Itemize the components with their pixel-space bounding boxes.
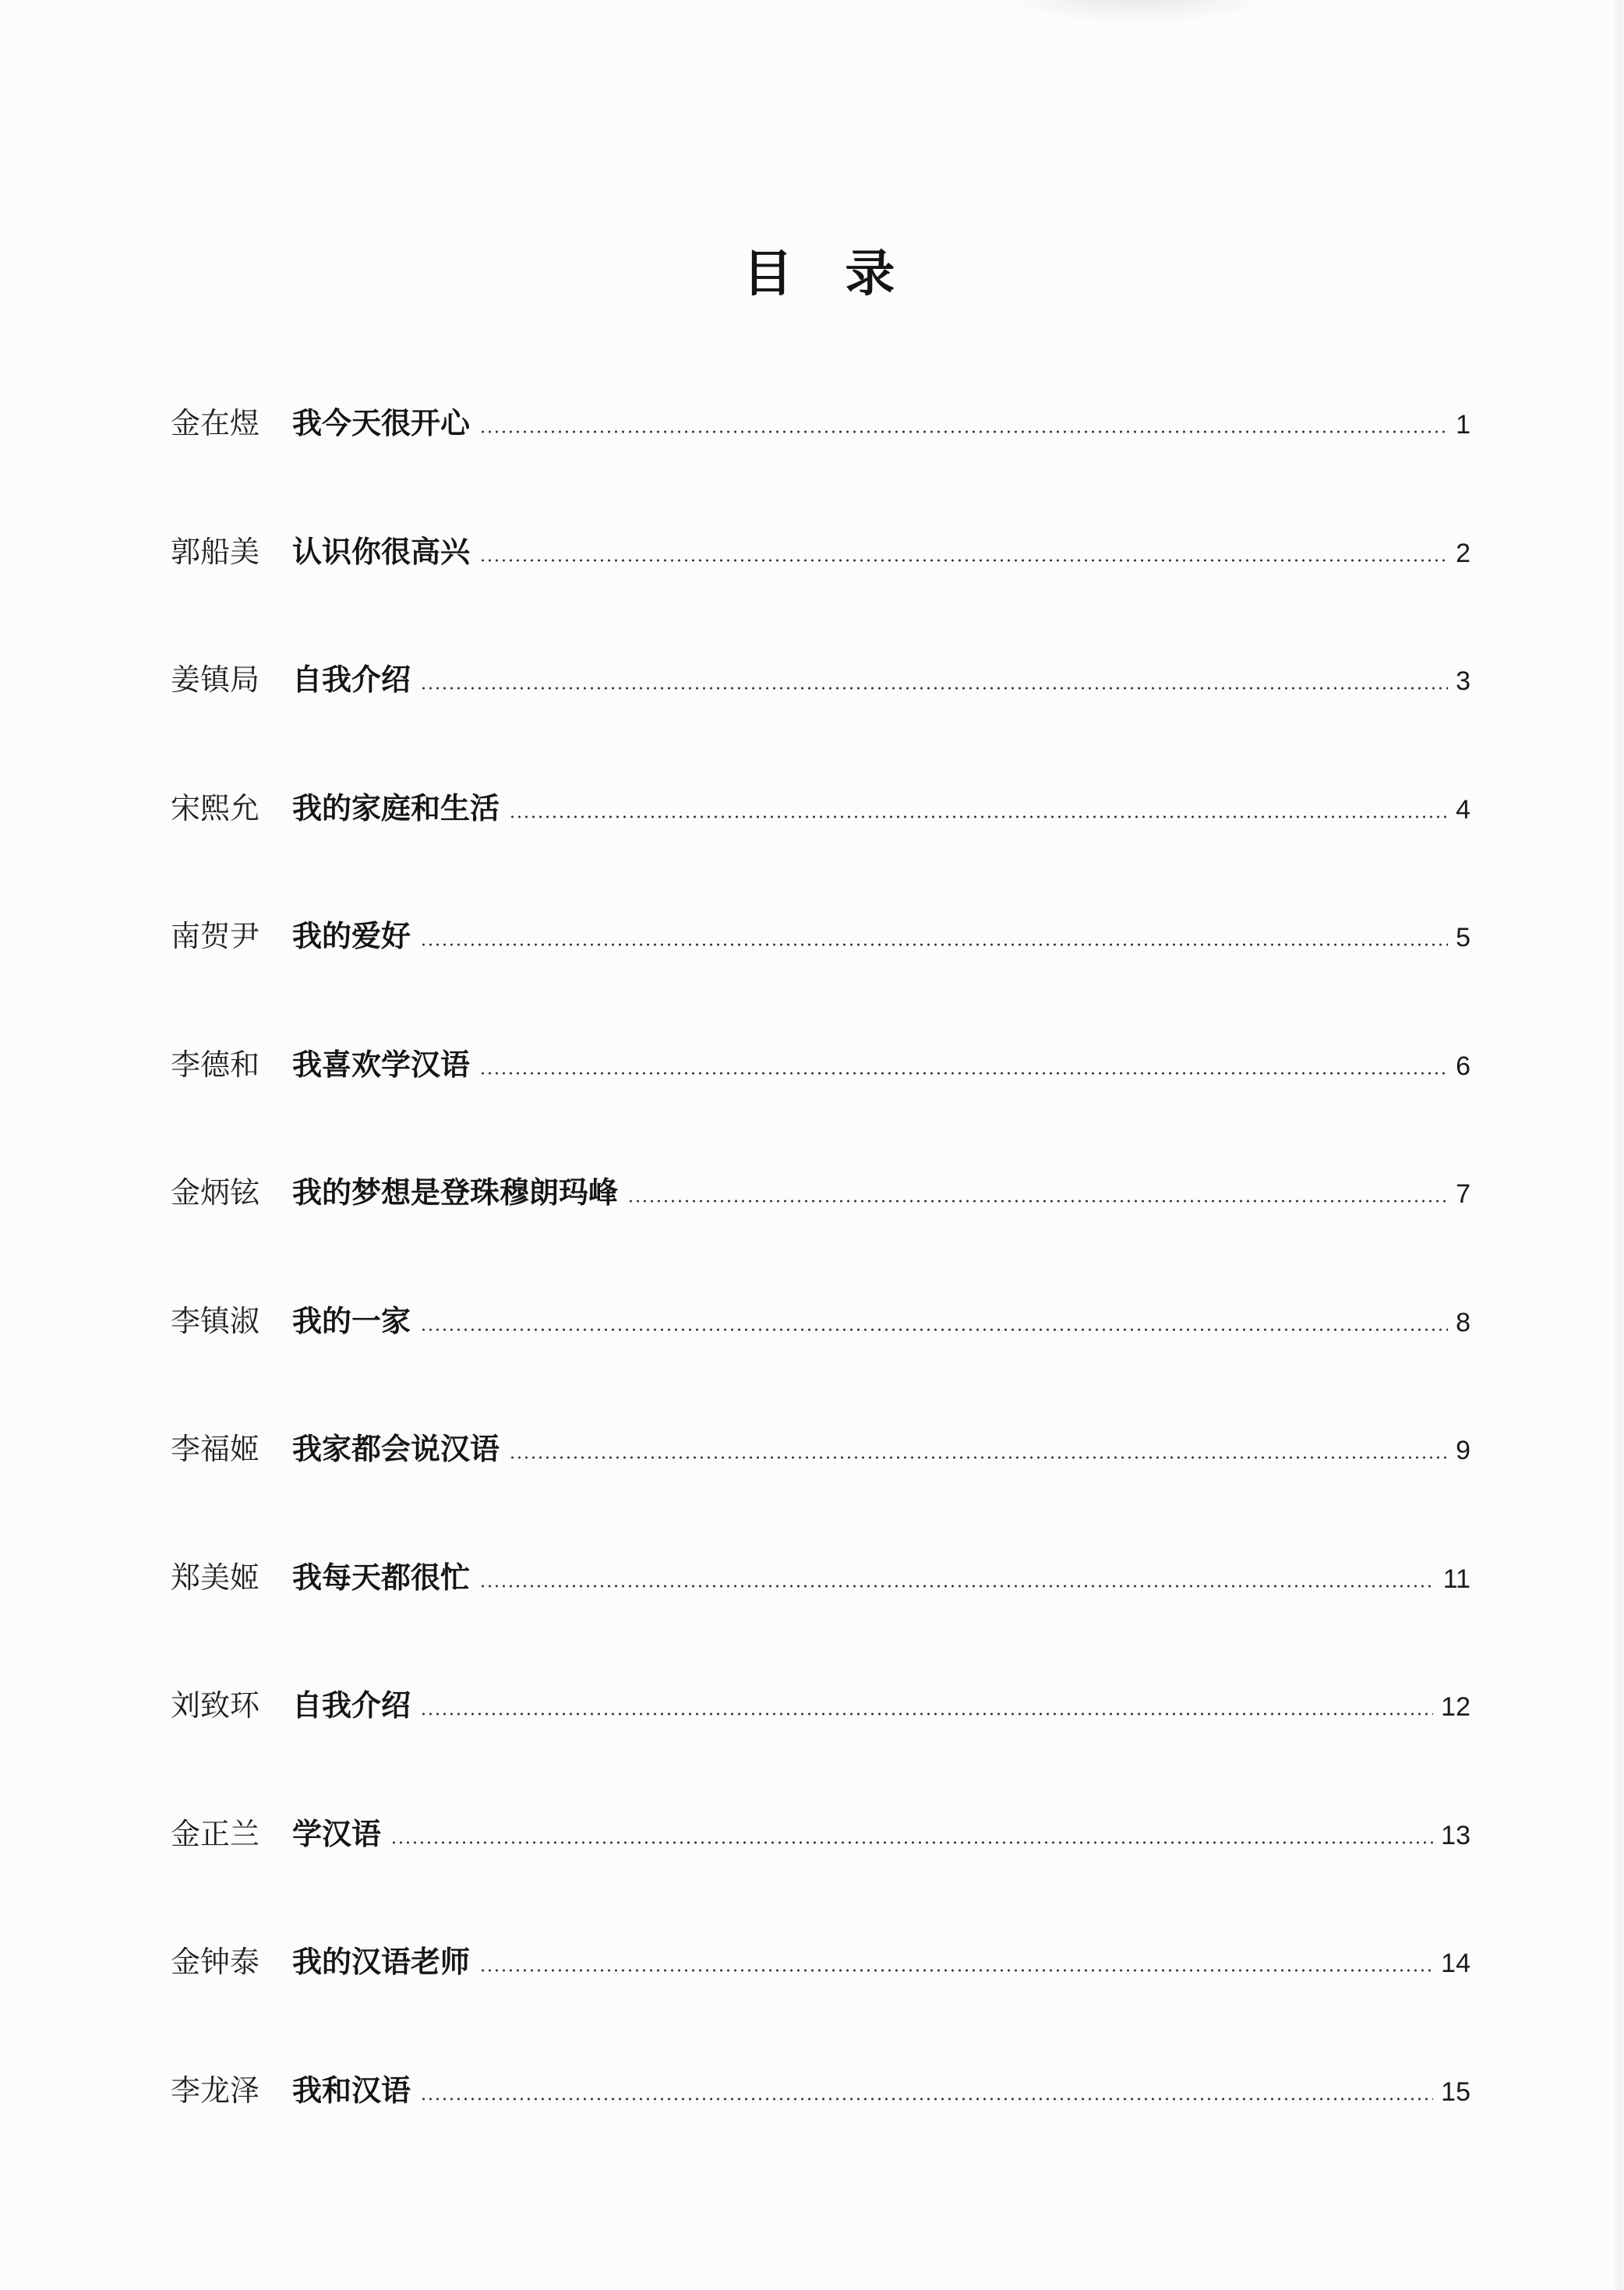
- toc-entry: [171, 1129, 1470, 1257]
- dot-leader: [509, 1456, 1448, 1459]
- toc-entry-page-number: 1: [1456, 410, 1470, 440]
- toc-entry-author: 金钟泰: [171, 1945, 260, 1979]
- toc-entry-page-number: 4: [1456, 794, 1470, 825]
- dot-leader: [479, 1969, 1433, 1972]
- toc-entry-page-number: 6: [1456, 1051, 1470, 1081]
- table-of-contents: [171, 359, 1470, 2154]
- dot-leader: [479, 1072, 1448, 1075]
- toc-entry-page-number: 7: [1456, 1179, 1470, 1209]
- toc-entry-author: 金正兰: [171, 1816, 260, 1851]
- toc-entry-author: 金在煜: [171, 406, 260, 440]
- toc-entry-title: 认识你很高兴: [292, 534, 471, 569]
- scan-shadow: [1005, 0, 1270, 23]
- toc-entry-title: 我的爱好: [292, 919, 411, 953]
- dot-leader: [420, 943, 1448, 946]
- toc-entry-title: 自我介绍: [292, 1688, 411, 1723]
- toc-entry-title: 我和汉语: [292, 2073, 411, 2108]
- toc-entry-author: 宋熙允: [171, 790, 260, 825]
- toc-entry: [171, 872, 1470, 1001]
- toc-entry-title: 我喜欢学汉语: [292, 1047, 471, 1082]
- toc-entry-author: 李龙泽: [171, 2073, 260, 2108]
- toc-entry-page-number: 14: [1441, 1949, 1470, 1978]
- toc-entry-author: 南贺尹: [171, 919, 260, 953]
- toc-entry: [171, 2027, 1470, 2155]
- toc-entry-author: 刘致环: [171, 1688, 260, 1723]
- dot-leader: [420, 1328, 1448, 1331]
- toc-entry: [171, 1001, 1470, 1129]
- toc-entry-title: 学汉语: [292, 1816, 382, 1851]
- dot-leader: [627, 1200, 1448, 1203]
- toc-entry-page-number: 5: [1456, 923, 1470, 952]
- toc-entry-page-number: 2: [1456, 538, 1470, 568]
- toc-entry-title: 我的汉语老师: [292, 1945, 471, 1979]
- dot-leader: [390, 1841, 1433, 1844]
- toc-entry-author: 李德和: [171, 1047, 260, 1082]
- toc-entry: [171, 1898, 1470, 2027]
- toc-entry-author: 郭船美: [171, 534, 260, 569]
- toc-entry-author: 李福姬: [171, 1432, 260, 1466]
- toc-entry-title: 我的一家: [292, 1303, 411, 1338]
- toc-entry: [171, 1385, 1470, 1514]
- toc-entry: [171, 359, 1470, 488]
- toc-entry-title: 我的梦想是登珠穆朗玛峰: [292, 1175, 619, 1210]
- toc-entry-title: 我今天很开心: [292, 406, 471, 440]
- toc-entry-title: 我的家庭和生活: [292, 790, 500, 825]
- toc-entry-author: 李镇淑: [171, 1303, 260, 1338]
- toc-entry-author: 郑美姬: [171, 1560, 260, 1595]
- dot-leader: [479, 559, 1448, 562]
- toc-entry: [171, 1770, 1470, 1899]
- toc-entry: [171, 744, 1470, 873]
- toc-entry-page-number: 15: [1441, 2076, 1470, 2107]
- toc-entry-title: 我每天都很忙: [292, 1560, 471, 1595]
- toc-entry: [171, 1642, 1470, 1770]
- toc-entry-title: 我家都会说汉语: [292, 1432, 500, 1466]
- toc-entry-page-number: 11: [1442, 1564, 1470, 1594]
- dot-leader: [420, 1712, 1433, 1716]
- toc-entry-author: 姜镇局: [171, 663, 260, 697]
- toc-entry: [171, 1514, 1470, 1642]
- toc-entry-page-number: 8: [1456, 1307, 1470, 1338]
- toc-entry-title: 自我介绍: [292, 663, 411, 697]
- toc-entry-author: 金炳铉: [171, 1175, 260, 1210]
- toc-entry: [171, 1257, 1470, 1386]
- toc-entry-page-number: 12: [1441, 1692, 1470, 1722]
- dot-leader: [479, 1585, 1435, 1588]
- toc-entry: [171, 616, 1470, 744]
- scan-edge-shade: [1613, 0, 1624, 2290]
- dot-leader: [479, 430, 1448, 433]
- dot-leader: [420, 687, 1448, 690]
- dot-leader: [420, 2097, 1433, 2101]
- toc-entry-page-number: 3: [1456, 666, 1470, 696]
- toc-entry-page-number: 13: [1441, 1820, 1470, 1850]
- dot-leader: [509, 815, 1448, 818]
- page-title: 目 录: [743, 246, 913, 303]
- toc-entry-page-number: 9: [1456, 1436, 1470, 1465]
- toc-entry: [171, 488, 1470, 617]
